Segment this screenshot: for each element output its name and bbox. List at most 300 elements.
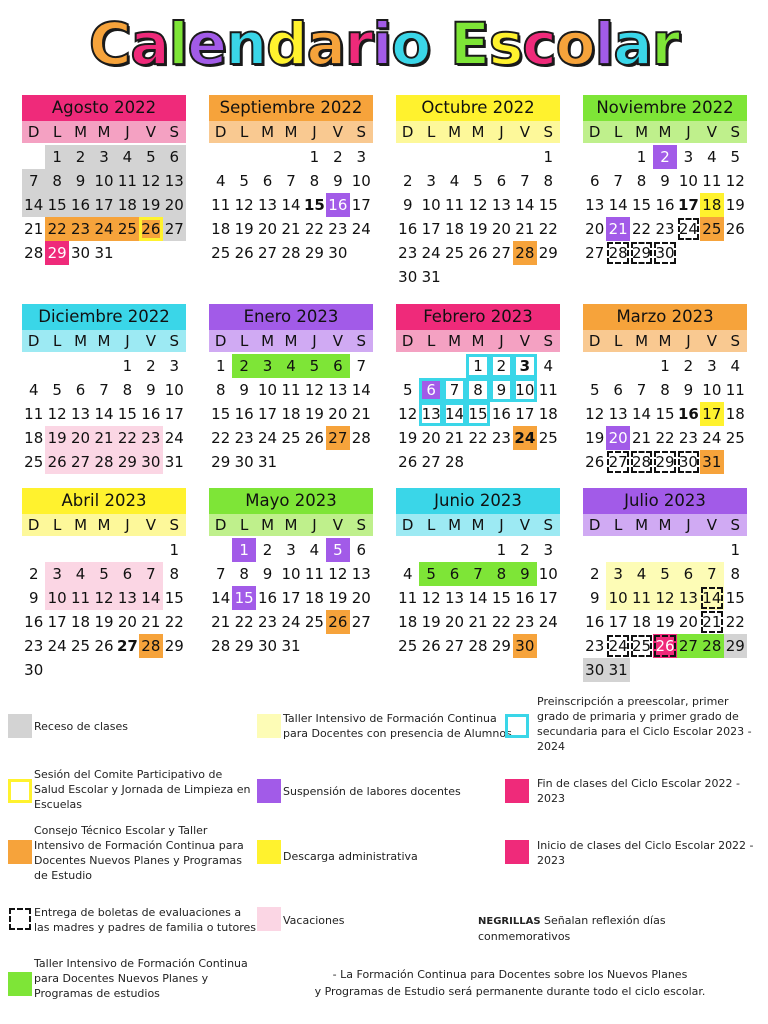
day-cell: 4: [116, 145, 139, 169]
month-title: Junio 2023: [396, 488, 560, 514]
day-cell: 21: [515, 220, 535, 238]
day-cell: 21: [281, 220, 301, 238]
weekday-row: [396, 330, 560, 352]
day-cell: 31: [258, 453, 278, 471]
day-cell: 12: [92, 586, 115, 610]
day-cell: 8: [660, 381, 670, 399]
day-cell: 22: [234, 613, 254, 631]
day-cell: 29: [653, 450, 676, 474]
day-cell: 21: [700, 610, 723, 634]
day-cell: 10: [513, 378, 536, 402]
month-enero-2023: [209, 304, 373, 474]
weekday-label: V: [145, 332, 156, 350]
weekday-label: D: [214, 123, 227, 141]
day-cell: 5: [419, 562, 442, 586]
weekday-label: D: [214, 332, 227, 350]
page-title-text: [88, 10, 680, 78]
weekday-label: D: [27, 123, 40, 141]
day-cell: 7: [636, 381, 647, 399]
day-cell: 20: [445, 613, 465, 631]
day-cell: 2: [520, 541, 530, 559]
day-cell: 29: [630, 241, 653, 265]
day-cell: 8: [45, 169, 68, 193]
day-cell: 1: [730, 541, 741, 559]
weekday-label: L: [52, 123, 62, 141]
legend-swatch-purple: [257, 779, 281, 803]
day-cell: 12: [139, 169, 162, 193]
day-cell: 7: [443, 378, 466, 402]
weekday-label: S: [543, 332, 554, 350]
weekday-label: L: [239, 516, 249, 534]
day-cell: 22: [725, 613, 745, 631]
day-cell: 13: [163, 169, 186, 193]
legend-item: [537, 776, 757, 806]
day-cell: 9: [660, 172, 670, 190]
day-cell: 8: [215, 381, 226, 399]
day-cell: 3: [606, 562, 629, 586]
day-cell: 19: [139, 193, 162, 217]
day-cell: 5: [473, 172, 483, 190]
empty-cell: [209, 538, 232, 562]
day-cell: 3: [683, 148, 694, 166]
empty-cell: [22, 145, 45, 169]
month-title: Abril 2023: [22, 488, 186, 514]
day-cell: 10: [421, 196, 441, 214]
day-cell: 25: [211, 244, 231, 262]
day-cell: 16: [655, 196, 675, 214]
month-title: Enero 2023: [209, 304, 373, 330]
weekday-label: M: [471, 123, 485, 141]
weekday-row: [22, 514, 186, 536]
day-cell: 8: [466, 378, 489, 402]
day-cell: 10: [258, 381, 278, 399]
day-cell: 16: [491, 405, 511, 423]
weekday-label: L: [239, 123, 249, 141]
month-mayo-2023: [209, 488, 373, 658]
day-cell: 19: [421, 613, 441, 631]
month-diciembre-2022: [22, 304, 186, 474]
day-cell: 12: [468, 196, 488, 214]
day-cell: 2: [402, 172, 413, 190]
weekday-label: M: [97, 516, 111, 534]
day-cell: 4: [730, 357, 741, 375]
month-title: Marzo 2023: [583, 304, 747, 330]
weekday-label: M: [658, 516, 672, 534]
day-cell: 1: [122, 357, 133, 375]
day-cell: 10: [281, 565, 301, 583]
day-cell: 6: [326, 354, 349, 378]
weekday-label: D: [401, 123, 414, 141]
legend-text: Fin de clases del Ciclo Escolar 2022 - 2023: [537, 777, 740, 805]
empty-cell: [700, 538, 723, 562]
day-cell: 24: [281, 613, 301, 631]
day-cell: 28: [92, 450, 115, 474]
weekday-label: S: [169, 123, 180, 141]
legend-swatch-orange: [8, 840, 32, 864]
day-cell: 23: [139, 426, 162, 450]
day-cell: 24: [421, 244, 441, 262]
day-cell: 16: [24, 613, 44, 631]
empty-cell: [279, 145, 302, 169]
weekday-label: M: [658, 123, 672, 141]
weekday-label: D: [401, 332, 414, 350]
day-cell: 26: [326, 610, 349, 634]
empty-cell: [466, 538, 489, 562]
weekday-label: V: [332, 123, 343, 141]
day-cell: 10: [678, 172, 698, 190]
day-cell: 22: [304, 220, 324, 238]
day-cell: 18: [398, 613, 418, 631]
empty-cell: [443, 145, 466, 169]
title-letter: d: [266, 10, 307, 78]
day-cell: 5: [326, 538, 349, 562]
day-cell: 7: [22, 169, 45, 193]
day-cell: 1: [636, 148, 647, 166]
month-junio-2023: [396, 488, 560, 658]
day-cell: 29: [304, 244, 324, 262]
day-cell: 30: [24, 661, 44, 679]
day-cell: 27: [445, 637, 465, 655]
month-title: Diciembre 2022: [22, 304, 186, 330]
day-cell: 11: [630, 586, 653, 610]
day-cell: 8: [309, 172, 320, 190]
weekday-label: M: [74, 332, 88, 350]
day-grid: [583, 145, 747, 265]
day-cell: 2: [262, 541, 273, 559]
day-cell: 31: [281, 637, 301, 655]
weekday-label: V: [519, 516, 530, 534]
weekday-label: V: [145, 123, 156, 141]
day-cell: 3: [513, 354, 536, 378]
legend-text: Inicio de clases del Ciclo Escolar 2022 - 2023: [537, 839, 754, 867]
day-cell: 11: [304, 565, 324, 583]
day-cell: 17: [164, 405, 184, 423]
day-cell: 27: [585, 244, 605, 262]
day-cell: 28: [24, 244, 44, 262]
day-cell: 1: [496, 541, 507, 559]
day-cell: 20: [328, 405, 348, 423]
day-cell: 22: [491, 613, 511, 631]
day-cell: 12: [47, 405, 67, 423]
day-cell: 6: [613, 381, 623, 399]
weekday-label: M: [284, 332, 298, 350]
day-cell: 13: [328, 381, 348, 399]
day-cell: 21: [468, 613, 488, 631]
day-cell: 21: [632, 429, 652, 447]
day-cell: 16: [141, 405, 161, 423]
weekday-label: D: [214, 516, 227, 534]
day-cell: 30: [398, 268, 418, 286]
empty-cell: [606, 354, 629, 378]
day-cell: 5: [239, 172, 249, 190]
day-cell: 8: [730, 565, 741, 583]
day-cell: 11: [24, 405, 44, 423]
weekday-label: M: [448, 516, 462, 534]
day-cell: 5: [589, 381, 600, 399]
day-cell: 6: [496, 172, 507, 190]
day-cell: 25: [24, 453, 44, 471]
day-cell: 19: [304, 405, 324, 423]
legend-item: [283, 784, 503, 799]
day-cell: 20: [585, 220, 605, 238]
day-cell: 28: [630, 450, 653, 474]
empty-cell: [396, 145, 419, 169]
day-cell: 14: [94, 405, 114, 423]
day-cell: 18: [538, 405, 558, 423]
day-cell: 23: [398, 244, 418, 262]
empty-cell: [653, 538, 676, 562]
weekday-label: S: [169, 332, 180, 350]
day-cell: 4: [69, 562, 92, 586]
day-cell: 5: [402, 381, 413, 399]
day-cell: 28: [468, 637, 488, 655]
day-cell: 12: [585, 405, 605, 423]
weekday-row: [583, 514, 747, 536]
day-cell: 4: [215, 172, 226, 190]
day-cell: 16: [398, 220, 418, 238]
day-grid: [583, 354, 747, 474]
day-cell: 9: [490, 378, 513, 402]
day-cell: 3: [45, 562, 68, 586]
day-cell: 19: [234, 220, 254, 238]
day-cell: 26: [94, 637, 114, 655]
empty-cell: [606, 145, 629, 169]
day-cell: 13: [258, 196, 278, 214]
title-letter: c: [522, 10, 556, 78]
day-grid: [209, 538, 373, 658]
day-cell: 7: [215, 565, 226, 583]
weekday-label: L: [239, 332, 249, 350]
day-cell: 27: [116, 637, 138, 655]
day-cell: 2: [232, 354, 255, 378]
day-cell: 20: [351, 589, 371, 607]
day-cell: 1: [169, 541, 180, 559]
day-cell: 2: [490, 354, 513, 378]
day-cell: 20: [258, 220, 278, 238]
day-cell: 11: [116, 169, 139, 193]
day-cell: 29: [538, 244, 558, 262]
weekday-label: S: [356, 332, 367, 350]
month-title: Febrero 2023: [396, 304, 560, 330]
weekday-row: [396, 514, 560, 536]
legend-swatch-yellowpale: [257, 714, 281, 738]
weekday-row: [22, 121, 186, 143]
day-cell: 8: [169, 565, 180, 583]
day-cell: 27: [326, 426, 349, 450]
legend-swatch-pinkhot: [505, 840, 529, 864]
legend-item: [34, 719, 264, 734]
day-cell: 15: [232, 586, 255, 610]
day-cell: 16: [234, 405, 254, 423]
legend-text: Suspensión de labores docentes: [283, 785, 461, 798]
day-grid: [22, 538, 186, 682]
day-cell: 5: [730, 148, 741, 166]
day-cell: 20: [421, 429, 441, 447]
weekday-label: M: [471, 332, 485, 350]
day-cell: 30: [234, 453, 254, 471]
day-cell: 28: [445, 453, 465, 471]
day-cell: 21: [211, 613, 231, 631]
day-cell: 30: [258, 637, 278, 655]
weekday-label: D: [27, 332, 40, 350]
empty-cell: [677, 538, 700, 562]
day-cell: 27: [351, 613, 371, 631]
weekday-label: J: [125, 123, 130, 141]
weekday-label: L: [613, 123, 623, 141]
month-septiembre-2022: [209, 95, 373, 265]
day-cell: 24: [606, 634, 629, 658]
day-cell: 25: [281, 429, 301, 447]
legend-item: [283, 913, 503, 928]
empty-cell: [139, 538, 162, 562]
day-cell: 30: [139, 450, 162, 474]
month-title: Septiembre 2022: [209, 95, 373, 121]
day-cell: 19: [45, 426, 68, 450]
weekday-label: L: [426, 332, 436, 350]
weekday-label: L: [52, 516, 62, 534]
day-grid: [396, 145, 560, 289]
legend-text: Descarga administrativa: [283, 850, 418, 863]
day-cell: 21: [141, 613, 161, 631]
day-cell: 14: [139, 586, 162, 610]
day-cell: 3: [169, 357, 180, 375]
day-cell: 21: [24, 220, 44, 238]
day-cell: 11: [445, 196, 465, 214]
day-cell: 23: [585, 637, 605, 655]
weekday-row: [22, 330, 186, 352]
day-cell: 14: [22, 193, 45, 217]
day-cell: 2: [69, 145, 92, 169]
day-cell: 27: [163, 217, 186, 241]
empty-cell: [419, 145, 442, 169]
day-cell: 10: [45, 586, 68, 610]
day-cell: 29: [491, 637, 511, 655]
legend-text: Consejo Técnico Escolar y Taller Intensivo de Formación Continua para Docentes Nuevos Planes y Programas de Estudio: [34, 824, 244, 882]
legend-swatch-dash: [8, 907, 32, 931]
day-cell: 20: [678, 613, 698, 631]
day-cell: 14: [351, 381, 371, 399]
day-grid: [22, 145, 186, 265]
day-cell: 27: [606, 450, 629, 474]
day-cell: 22: [164, 613, 184, 631]
day-cell: 26: [421, 637, 441, 655]
day-cell: 10: [538, 565, 558, 583]
month-title: Julio 2023: [583, 488, 747, 514]
day-cell: 11: [69, 586, 92, 610]
day-cell: 9: [402, 196, 413, 214]
day-cell: 19: [655, 613, 675, 631]
empty-cell: [22, 354, 45, 378]
page-title: [0, 4, 768, 84]
day-cell: 22: [211, 429, 231, 447]
empty-cell: [630, 354, 653, 378]
month-octubre-2022: [396, 95, 560, 289]
day-cell: 31: [94, 244, 114, 262]
empty-cell: [69, 538, 92, 562]
month-noviembre-2022: [583, 95, 747, 265]
day-cell: 15: [164, 589, 184, 607]
empty-cell: [22, 538, 45, 562]
day-cell: 22: [468, 429, 488, 447]
legend-item: [34, 905, 259, 935]
day-cell: 1: [660, 357, 670, 375]
day-cell: 29: [116, 450, 139, 474]
day-cell: 25: [304, 613, 324, 631]
weekday-label: V: [145, 516, 156, 534]
day-cell: 16: [258, 589, 278, 607]
day-cell: 17: [351, 196, 371, 214]
day-cell: 12: [421, 589, 441, 607]
weekday-label: M: [658, 332, 672, 350]
day-cell: 15: [211, 405, 231, 423]
weekday-row: [209, 514, 373, 536]
weekday-label: D: [588, 332, 601, 350]
day-grid: [209, 145, 373, 265]
weekday-row: [583, 330, 747, 352]
month-title: Agosto 2022: [22, 95, 186, 121]
day-cell: 7: [139, 562, 162, 586]
day-cell: 19: [585, 429, 605, 447]
day-cell: 6: [356, 541, 367, 559]
day-cell: 9: [513, 562, 536, 586]
day-cell: 7: [613, 172, 623, 190]
title-letter: r: [651, 10, 680, 78]
day-cell: 8: [122, 381, 133, 399]
weekday-label: M: [74, 516, 88, 534]
day-cell: 29: [45, 241, 68, 265]
weekday-label: S: [543, 123, 554, 141]
weekday-label: V: [519, 123, 530, 141]
day-cell: 10: [92, 169, 115, 193]
day-cell: 4: [543, 357, 554, 375]
title-letter: a: [306, 10, 345, 78]
day-cell: 24: [47, 637, 67, 655]
day-cell: 28: [700, 634, 723, 658]
day-cell: 18: [24, 429, 44, 447]
weekday-label: V: [332, 332, 343, 350]
day-cell: 25: [116, 217, 139, 241]
day-cell: 22: [538, 220, 558, 238]
empty-cell: [396, 354, 419, 378]
day-cell: 2: [589, 565, 600, 583]
weekday-row: [209, 121, 373, 143]
legend-item: [283, 849, 503, 864]
weekday-label: J: [499, 123, 504, 141]
weekday-label: S: [356, 516, 367, 534]
day-cell: 25: [71, 637, 91, 655]
day-cell: 7: [99, 381, 109, 399]
empty-cell: [443, 538, 466, 562]
month-julio-2023: [583, 488, 747, 682]
weekday-label: L: [426, 516, 436, 534]
day-cell: 13: [608, 405, 628, 423]
day-cell: 20: [606, 426, 629, 450]
day-cell: 7: [520, 172, 530, 190]
day-cell: 26: [725, 220, 745, 238]
day-cell: 14: [515, 196, 535, 214]
day-cell: 19: [94, 613, 114, 631]
day-cell: 13: [116, 586, 139, 610]
day-cell: 27: [421, 453, 441, 471]
day-cell: 9: [28, 589, 39, 607]
day-cell: 29: [234, 637, 254, 655]
day-cell: 26: [468, 244, 488, 262]
day-cell: 1: [45, 145, 68, 169]
day-cell: 13: [445, 589, 465, 607]
day-cell: 15: [303, 196, 325, 214]
day-cell: 5: [52, 381, 62, 399]
day-cell: 26: [585, 453, 605, 471]
